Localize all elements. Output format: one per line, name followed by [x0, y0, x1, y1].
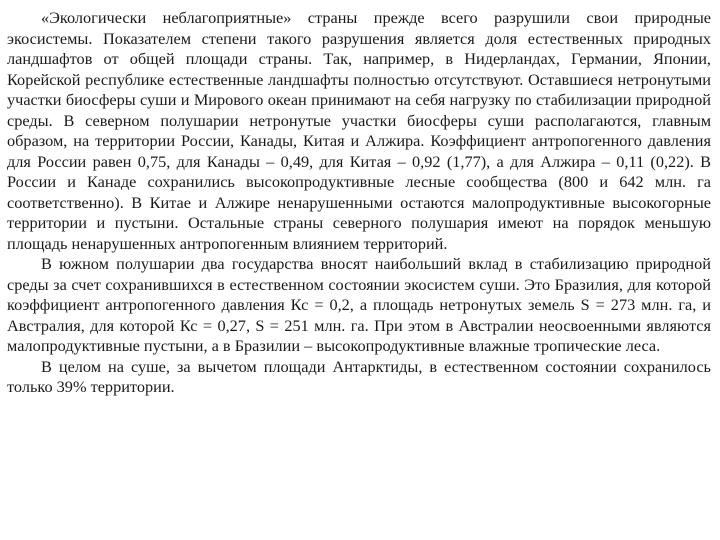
paragraph-conclusion: В целом на суше, за вычетом площади Антарктиды, в естественном состоянии сохранилось только 39% территории. [7, 356, 711, 396]
document-body [7, 8, 711, 398]
paragraph-northern-hemisphere: «Экологически неблагоприятные» страны прежде всего разрушили свои природные экосистемы. Показателем степени такого разрушения является доля естественных природных ландшафтов от общей площади страны. Так, например, в Нидерландах, Германии, Японии, Корейской республике естественные ландшафты полностью отсутствуют. Оставшиеся нетронутыми участки биосферы суши и Мирового океан принимают на себя нагрузку по стабилизации природной среды. В северном полушарии нетронутые участки биосферы суши располагаются, главным образом, на территории России, Канады, Китая и Алжира. Коэффициент антропогенного давления для России равен 0,75, для Канады – 0,49, для Китая – 0,92 (1,77), а для Алжира – 0,11 (0,22). В России и Канаде сохранились высокопродуктивные лесные сообщества (800 и 642 млн. га соответственно). В Китае и Алжире ненарушенными остаются малопродуктивные высокогорные территории и пустыни. Остальные страны северного полушария имеют на порядок меньшую площадь ненарушенных антропогенным влиянием территорий. [7, 8, 711, 253]
paragraph-southern-hemisphere: В южном полушарии два государства вносят наибольший вклад в стабилизацию природной среды за счет сохранившихся в естественном состоянии экосистем суши. Это Бразилия, для которой коэффициент антропогенного давления Кс = 0,2, а площадь нетронутых земель S = 273 млн. га, и Австралия, для которой Кс = 0,27, S = 251 млн. га. При этом в Австралии неосвоенными являются малопродуктивные пустыни, а в Бразилии – высокопродуктивные влажные тропические леса. [7, 254, 711, 355]
